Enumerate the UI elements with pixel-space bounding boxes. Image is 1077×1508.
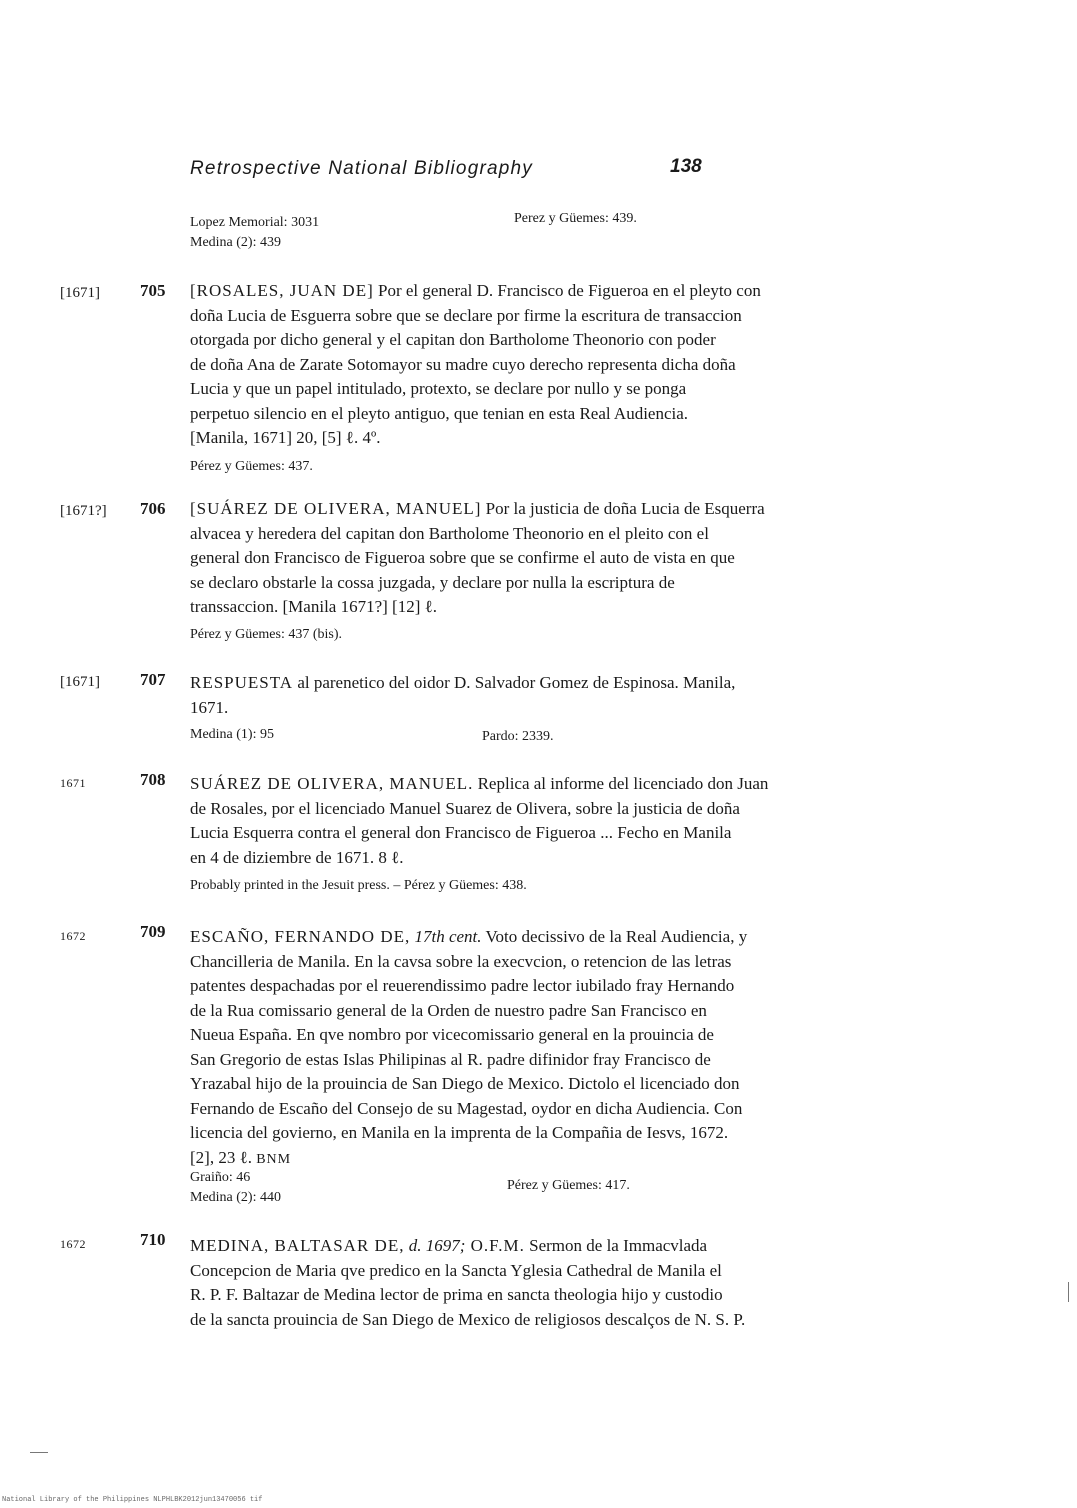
entry-706-date: [1671?] [60,503,107,519]
entry-710-text [190,1234,830,1332]
entry-705-line: perpetuo silencio en el pleyto antiguo, que tenian en esta Real Audiencia. [190,403,689,423]
entry-710-author-order: O.F.M. [465,1236,525,1255]
top-ref-left-1: Lopez Memorial: 3031 [190,215,320,230]
scan-dash [30,1452,48,1453]
top-ref-left-2: Medina (2): 439 [190,235,281,250]
top-ref-right: Perez y Güemes: 439. [514,211,637,226]
entry-705-line: otorgada por dicho general y el capitan don Bartholome Theonorio con poder [190,330,716,349]
entry-710-line: Sermon de la Immacvlada [524,1236,708,1255]
entry-708-line: en 4 de diziembre de 1671. 8 ℓ. [190,847,404,867]
entry-705-date: [1671] [60,285,100,301]
entry-707-line: al parenetico del oidor D. Salvador Gomez de Espinosa. Manila, [293,673,736,692]
entry-706-line: transsaccion. [Manila 1671?] [12] ℓ. [190,597,438,616]
entry-708-note: Probably printed in the Jesuit press. – Pérez y Güemes: 438. [190,878,527,893]
entry-709-line: licencia del govierno, en Manila en la imprenta de la Compañia de Iesvs, 1672. [190,1123,729,1142]
entry-706-line: alvacea y heredera del capitan don Bartholome Theonorio en el pleito con el [190,523,709,543]
entry-708-line: Replica al informe del licenciado don Juan [473,774,769,793]
entry-706-author: [SUÁREZ DE OLIVERA, MANUEL] [190,499,482,518]
entry-708-date: 1671 [60,776,86,790]
entry-706-number: 706 [140,499,166,518]
entry-706-line: se declaro obstarle la cossa juzgada, y declare por nulla la escriptura de [190,572,675,592]
entry-707-ref-right: Pardo: 2339. [482,729,554,744]
entry-709-ref-right: Pérez y Güemes: 417. [507,1178,630,1193]
entry-709-line: Voto decissivo de la Real Audiencia, y [481,927,748,946]
entry-705-line: Lucia y que un papel intitulado, protexto, se declare por nullo y se ponga [190,379,687,398]
entry-710-number: 710 [140,1230,166,1249]
entry-705-line: [Manila, 1671] 20, [5] ℓ. 4º. [190,428,381,447]
entry-710-line: R. P. F. Baltazar de Medina lector de prima en sancta theologia hijo y custodio [190,1285,723,1304]
entry-710-line: Concepcion de Maria qve predico en la Sancta Yglesia Cathedral de Manila el [190,1260,722,1280]
entry-707-author: RESPUESTA [190,673,294,692]
entry-709-line: [2], 23 ℓ. [190,1147,252,1167]
entry-705-line: Por el general D. Francisco de Figueroa en el pleyto con [373,281,761,300]
entry-709-line: Nueua España. En qve nombro por vicecomissario general en la prouincia de [190,1025,714,1044]
entry-706-text [190,497,830,620]
entry-709-location: BNM [256,1151,292,1167]
entry-709-line: Yrazabal hijo de la prouincia de San Diego de Mexico. Dictolo el licenciado don [190,1074,740,1093]
entry-705-author: [ROSALES, JUAN DE] [190,281,374,300]
entry-709-line: de la Rua comissario general de la Orden de nuestro padre San Francisco en [190,1000,707,1020]
entry-706-line: general don Francisco de Figueroa sobre que se confirme el auto de vista en que [190,548,735,567]
entry-709-line: San Gregorio de estas Islas Philipinas al R. padre difinidor fray Francisco de [190,1049,711,1069]
entry-710-author-suffix: d. 1697; [404,1236,466,1255]
entry-708-text [190,772,830,870]
page-running-title: Retrospective National Bibliography [190,158,533,179]
entry-708-line: Lucia Esquerra contra el general don Francisco de Figueroa ... Fecho en Manila [190,823,732,842]
entry-706-note: Pérez y Güemes: 437 (bis). [190,627,343,642]
entry-705-number: 705 [140,281,166,300]
entry-707-number: 707 [140,670,166,689]
entry-710-author: MEDINA, BALTASAR DE, [190,1236,405,1255]
scan-mark [1068,1282,1069,1302]
entry-706-line: Por la justicia de doña Lucia de Esquerra [481,499,765,518]
page-number: 138 [670,156,702,177]
entry-708-author: SUÁREZ DE OLIVERA, MANUEL. [190,774,474,793]
entry-705-text [190,279,830,451]
entry-709-line: Chancilleria de Manila. En la cavsa sobre la execvcion, o retencion de las letras [190,951,732,971]
entry-709-line: Fernando de Escaño del Consejo de su Magestad, oydor en dicha Audiencia. Con [190,1098,743,1118]
entry-705-line: doña Lucia de Esguerra sobre que se declare por firme la escritura de transaccion [190,305,742,325]
entry-709-number: 709 [140,922,166,941]
entry-709-author: ESCAÑO, FERNANDO DE, [190,927,411,946]
entry-710-date: 1672 [60,1237,86,1251]
entry-710-line: de la sancta prouincia de San Diego de Mexico de religiosos descalços de N. S. P. [190,1309,746,1329]
entry-708-number: 708 [140,770,166,789]
scan-footer: National Library of the Philippines NLPHLBK2012jun13470056 tif [2,1496,263,1504]
entry-707-ref-left: Medina (1): 95 [190,727,274,742]
entry-708-line: de Rosales, por el licenciado Manuel Suarez de Olivera, sobre la justicia de doña [190,798,740,818]
entry-709-ref-left-1: Graiño: 46 [190,1170,251,1185]
entry-707-line: 1671. [190,697,229,717]
entry-705-line: de doña Ana de Zarate Sotomayor su madre cuyo derecho representa dicha doña [190,354,736,374]
entry-709-date: 1672 [60,929,86,943]
entry-709-ref-left-2: Medina (2): 440 [190,1190,281,1205]
entry-709-line: patentes despachadas por el reuerendissimo padre lector iubilado fray Hernando [190,976,735,995]
entry-709-author-suffix: 17th cent. [410,927,482,946]
entry-707-date: [1671] [60,674,100,690]
entry-707-text [190,671,830,720]
entry-709-text [190,925,830,1170]
entry-705-note: Pérez y Güemes: 437. [190,459,313,474]
